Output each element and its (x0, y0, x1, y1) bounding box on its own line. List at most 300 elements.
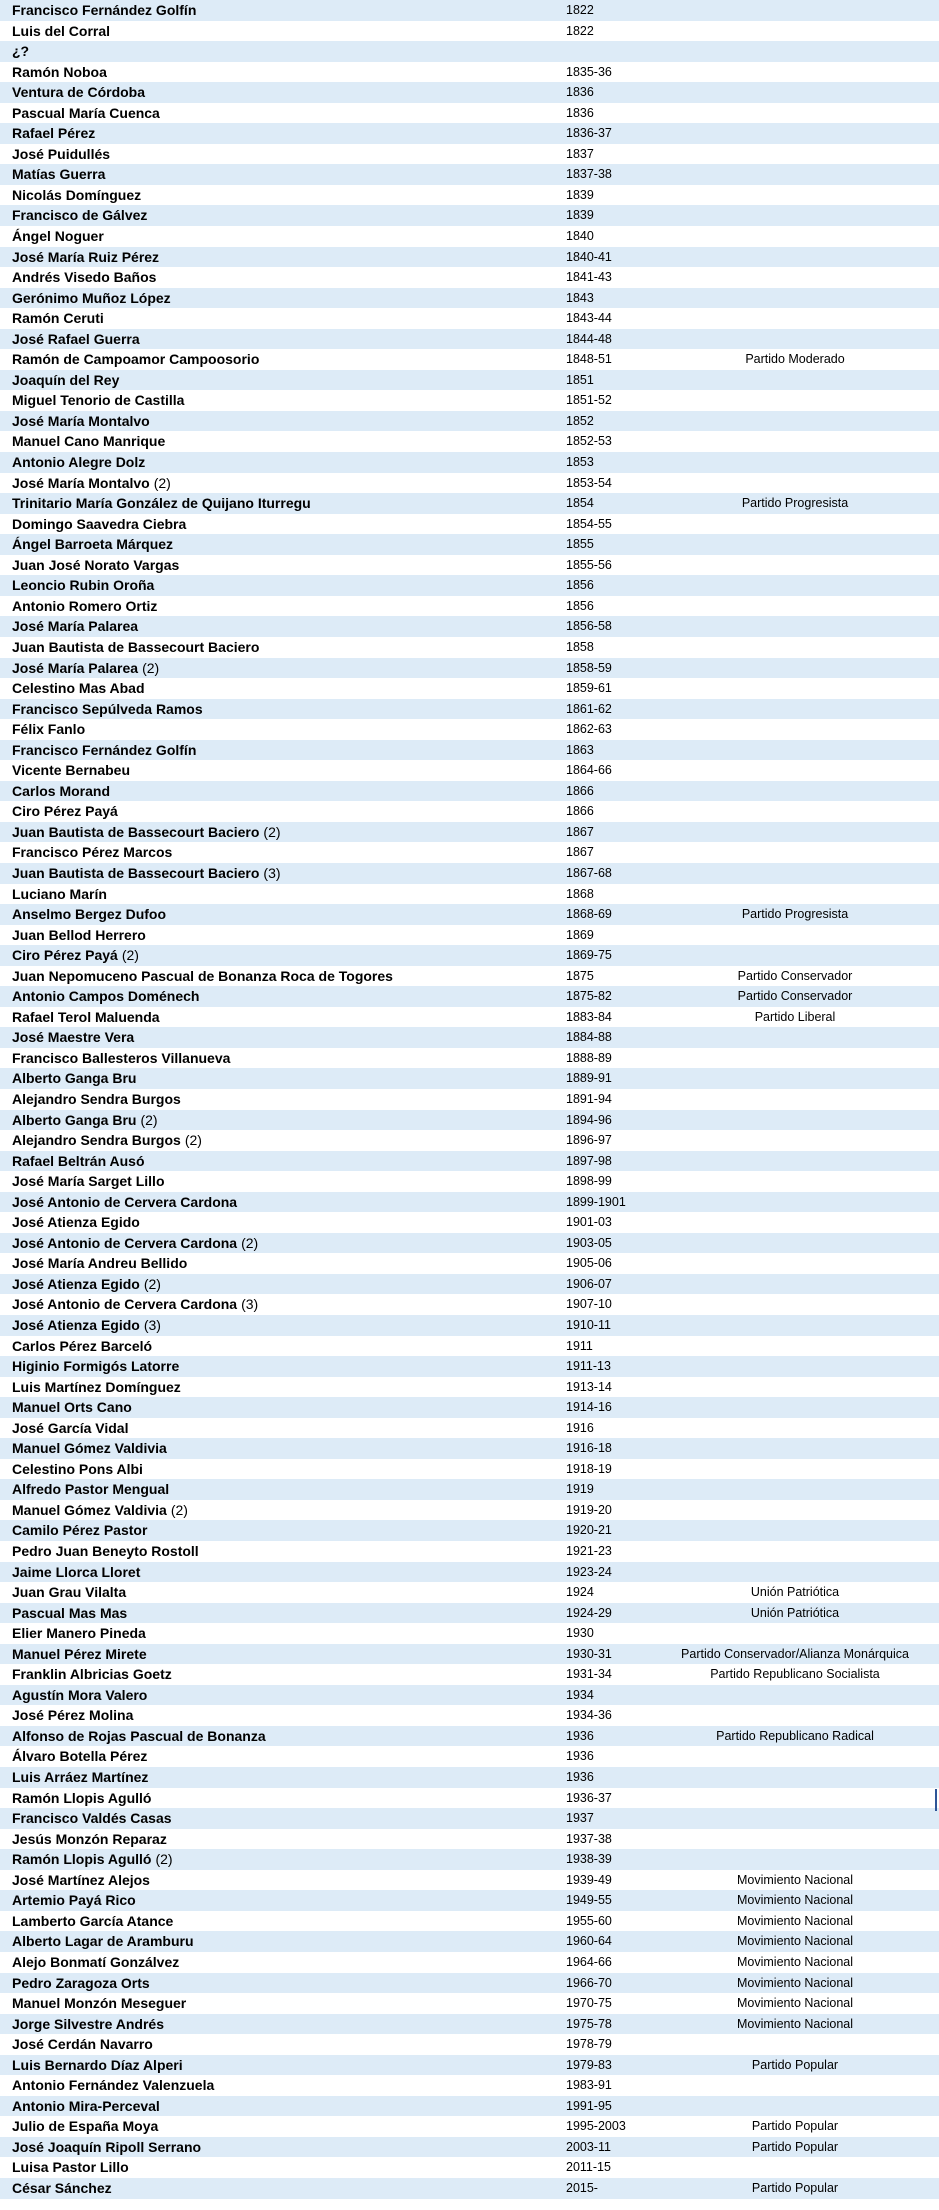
president-name: Luisa Pastor Lillo (12, 2159, 129, 2176)
name-cell (12, 1664, 172, 1685)
table-row (0, 904, 939, 925)
table-row (0, 1377, 939, 1398)
president-name: Ramón Llopis Agulló (12, 1851, 152, 1868)
name-cell (12, 1788, 151, 1809)
president-name: Ángel Noguer (12, 228, 104, 245)
term-years: 1837 (566, 146, 594, 161)
president-name: Pascual María Cuenca (12, 104, 160, 121)
term-years: 1891-94 (566, 1091, 612, 1106)
table-row (0, 1459, 939, 1480)
president-name: Luis Bernardo Díaz Alperi (12, 2056, 183, 2073)
president-name: Camilo Pérez Pastor (12, 1522, 148, 1539)
name-cell (12, 164, 105, 185)
president-name: Alejandro Sendra Burgos (12, 1090, 181, 1107)
party-cell: Movimiento Nacional (736, 1954, 854, 1969)
president-name: Trinitario María González de Quijano Iturregu (12, 495, 311, 512)
table-row (0, 1130, 939, 1151)
party-cell: Partido Conservador (737, 968, 853, 983)
term-years: 1835-36 (566, 64, 612, 79)
name-cell (12, 82, 145, 103)
president-name: Higinio Formigós Latorre (12, 1358, 180, 1375)
president-name: Antonio Mira-Perceval (12, 2097, 160, 2114)
name-cell (12, 781, 110, 802)
name-cell (12, 1397, 132, 1418)
table-row (0, 2096, 939, 2117)
table-row (0, 1829, 939, 1850)
name-cell (12, 185, 141, 206)
term-years: 1936 (566, 1749, 594, 1764)
name-cell (12, 1007, 160, 1028)
president-name: Agustín Mora Valero (12, 1686, 148, 1703)
table-row (0, 986, 939, 1007)
term-years: 1897-98 (566, 1153, 612, 1168)
name-cell (12, 801, 118, 822)
name-cell (12, 1377, 181, 1398)
term-years: 1866 (566, 783, 594, 798)
name-cell (12, 329, 140, 350)
term-number: (2) (170, 1501, 188, 1518)
president-name: José María Palarea (12, 659, 139, 676)
table-row (0, 2075, 939, 2096)
president-name: José Rafael Guerra (12, 330, 140, 347)
party-cell: Unión Patriótica (750, 1585, 840, 1600)
term-years: 1837-38 (566, 167, 612, 182)
table-row (0, 82, 939, 103)
president-name: Antonio Alegre Dolz (12, 454, 146, 471)
table-row (0, 473, 939, 494)
term-years: 1931-34 (566, 1667, 612, 1682)
president-name: José Atienza Egido (12, 1214, 140, 1231)
president-name: Ramón Noboa (12, 63, 107, 80)
table-row (0, 247, 939, 268)
term-years: 1898-99 (566, 1174, 612, 1189)
president-name: Félix Fanlo (12, 721, 86, 738)
name-cell (12, 740, 196, 761)
president-name: Luis Arráez Martínez (12, 1769, 149, 1786)
table-row (0, 1253, 939, 1274)
term-years: 1840 (566, 229, 594, 244)
president-name: Alberto Lagar de Aramburu (12, 1933, 194, 1950)
president-name: José María Palarea (12, 618, 139, 635)
name-cell (12, 123, 95, 144)
name-cell (12, 1418, 128, 1439)
table-row (0, 329, 939, 350)
table-row (0, 575, 939, 596)
president-name: José Joaquín Ripoll Serrano (12, 2138, 202, 2155)
table-row (0, 1068, 939, 1089)
table-row (0, 1931, 939, 1952)
term-years: 1911 (566, 1338, 593, 1353)
term-years: 1836 (566, 105, 594, 120)
name-cell (12, 966, 393, 987)
table-row (0, 1911, 939, 1932)
table-row (0, 1685, 939, 1706)
cell-selection-marker (935, 1789, 937, 1811)
term-years: 1854-55 (566, 516, 612, 531)
president-name: José María Ruiz Pérez (12, 248, 160, 265)
term-years: 1894-96 (566, 1112, 612, 1127)
name-cell (12, 678, 145, 699)
name-cell (12, 226, 104, 247)
name-cell (12, 884, 107, 905)
term-years: 1910-11 (566, 1318, 611, 1332)
president-name: José Antonio de Cervera Cardona (12, 1234, 238, 1251)
term-years: 1939-49 (566, 1872, 612, 1887)
president-name: José Antonio de Cervera Cardona (12, 1193, 238, 1210)
name-cell (12, 822, 281, 843)
president-name: Francisco Valdés Casas (12, 1810, 172, 1827)
table-row (0, 308, 939, 329)
name-cell (12, 555, 179, 576)
name-cell (12, 452, 145, 473)
table-row (0, 0, 939, 21)
name-cell (12, 41, 29, 62)
term-years: 1919 (566, 1482, 594, 1497)
president-name: Ramón Llopis Agulló (12, 1789, 152, 1806)
name-cell (12, 62, 107, 83)
president-name: José Puidullés (12, 145, 111, 162)
president-name: Miguel Tenorio de Castilla (12, 392, 185, 409)
term-years: 1856 (566, 598, 594, 613)
party-cell: Partido Conservador/Alianza Monárquica (681, 1646, 909, 1661)
party-cell: Partido Moderado (745, 352, 845, 367)
table-row (0, 2178, 939, 2199)
president-name: Alberto Ganga Bru (12, 1111, 137, 1128)
table-row (0, 1336, 939, 1357)
president-name: Luciano Marín (12, 885, 107, 902)
name-cell (12, 1541, 199, 1562)
party-cell: Partido Popular (751, 2139, 839, 2154)
term-years: 1930-31 (566, 1646, 612, 1661)
name-cell (12, 2116, 158, 2137)
term-years: 2011-15 (566, 2160, 611, 2175)
president-name: Juan José Norato Vargas (12, 556, 180, 573)
table-row (0, 1541, 939, 1562)
term-years: 1916-18 (566, 1441, 612, 1456)
name-cell (12, 2157, 129, 2178)
president-name: Jorge Silvestre Andrés (12, 2015, 164, 2032)
name-cell (12, 637, 259, 658)
term-number: (2) (153, 474, 171, 491)
name-cell (12, 1151, 145, 1172)
term-years: 1975-78 (566, 2016, 612, 2031)
term-years: 1859-61 (566, 681, 612, 696)
president-name: Jaime Llorca Lloret (12, 1563, 141, 1580)
term-years: 1862-63 (566, 722, 612, 737)
party-cell: Movimiento Nacional (736, 1975, 854, 1990)
table-row (0, 1007, 939, 1028)
name-cell (12, 616, 138, 637)
term-years: 1839 (566, 208, 594, 223)
name-cell (12, 1520, 147, 1541)
table-row (0, 1397, 939, 1418)
name-cell (12, 1048, 230, 1069)
president-name: Celestino Pons Albi (12, 1460, 143, 1477)
table-row (0, 1644, 939, 1665)
term-number: (3) (241, 1296, 259, 1313)
president-name: Francisco Fernández Golfín (12, 2, 197, 18)
name-cell (12, 1808, 172, 1829)
name-cell (12, 2178, 112, 2199)
president-name: Jesús Monzón Reparaz (12, 1830, 167, 1847)
name-cell (12, 267, 156, 288)
table-row (0, 1418, 939, 1439)
party-cell: Partido Conservador (737, 989, 853, 1004)
term-years: 1964-66 (566, 1954, 612, 1969)
name-cell (12, 1500, 188, 1521)
president-name: José María Montalvo (12, 412, 150, 429)
president-name: José María Montalvo (12, 474, 150, 491)
president-name: Leoncio Rubin Oroña (12, 577, 155, 594)
president-name: Matías Guerra (12, 166, 106, 183)
name-cell (12, 575, 154, 596)
table-row (0, 349, 939, 370)
name-cell (12, 1911, 173, 1932)
party-cell: Movimiento Nacional (736, 1996, 854, 2011)
table-row (0, 1664, 939, 1685)
name-cell (12, 431, 165, 452)
term-years: 1937 (566, 1811, 594, 1826)
name-cell (12, 1274, 161, 1295)
term-years: 2015- (566, 2180, 598, 2195)
table-row (0, 1973, 939, 1994)
name-cell (12, 2096, 160, 2117)
party-cell: Movimiento Nacional (736, 1872, 854, 1887)
president-name: José Martínez Alejos (12, 1871, 150, 1888)
term-years: 1839 (566, 187, 594, 202)
table-row (0, 555, 939, 576)
president-name: Manuel Cano Manrique (12, 433, 166, 450)
term-years: 1868-69 (566, 907, 612, 922)
name-cell (12, 349, 259, 370)
table-row (0, 1582, 939, 1603)
name-cell (12, 986, 199, 1007)
name-cell (12, 144, 110, 165)
table-row (0, 493, 939, 514)
table-row (0, 370, 939, 391)
president-name: Alfredo Pastor Mengual (12, 1481, 170, 1498)
term-years: 1930 (566, 1626, 594, 1641)
president-name: Nicolás Domínguez (12, 186, 142, 203)
president-name: Alejo Bonmatí Gonzálvez (12, 1953, 180, 1970)
president-name: José Atienza Egido (12, 1317, 140, 1333)
table-row (0, 452, 939, 473)
table-row (0, 1192, 939, 1213)
term-number: (3) (263, 864, 281, 881)
table-row (0, 925, 939, 946)
term-number: (2) (142, 659, 160, 676)
president-name: Juan Nepomuceno Pascual de Bonanza Roca de Togores (12, 967, 393, 984)
term-years: 1852 (566, 413, 594, 428)
term-years: 1979-83 (566, 2057, 612, 2072)
table-row (0, 2116, 939, 2137)
president-name: Francisco Ballesteros Villanueva (12, 1049, 231, 1066)
table-row (0, 226, 939, 247)
term-years: 1936-37 (566, 1790, 612, 1805)
term-years: 1983-91 (566, 2078, 612, 2093)
name-cell (12, 2055, 183, 2076)
name-cell (12, 1644, 147, 1665)
term-years: 1856-58 (566, 619, 612, 634)
term-number: (2) (143, 1275, 161, 1292)
term-years: 1913-14 (566, 1379, 612, 1394)
name-cell (12, 1870, 150, 1891)
name-cell (12, 1294, 258, 1315)
term-years: 1884-88 (566, 1030, 612, 1045)
table-row (0, 719, 939, 740)
president-name: Manuel Gómez Valdivia (12, 1501, 167, 1518)
name-cell (12, 1356, 179, 1377)
president-name: Carlos Morand (12, 782, 111, 799)
term-years: 1916 (566, 1420, 594, 1435)
party-cell: Partido Progresista (741, 907, 849, 922)
president-name: Ángel Barroeta Márquez (12, 536, 174, 553)
name-cell (12, 288, 171, 309)
term-years: 1937-38 (566, 1831, 612, 1846)
term-years: 1843 (566, 290, 594, 305)
name-cell (12, 493, 311, 514)
table-row (0, 1294, 939, 1315)
term-years: 1866 (566, 804, 594, 819)
president-name: Joaquín del Rey (12, 371, 120, 388)
president-name: Pascual Mas Mas (12, 1604, 128, 1621)
table-row (0, 596, 939, 617)
term-years: 1822 (566, 23, 594, 38)
name-cell (12, 21, 110, 42)
term-years: 1858 (566, 639, 594, 654)
term-years: 1836 (566, 85, 594, 100)
name-cell (12, 945, 139, 966)
party-cell: Partido Popular (751, 2180, 839, 2195)
term-years: 1995-2003 (566, 2119, 626, 2134)
party-cell: Movimiento Nacional (736, 1913, 854, 1928)
table-row (0, 1151, 939, 1172)
table-row (0, 1705, 939, 1726)
term-years: 1920-21 (566, 1523, 612, 1538)
name-cell (12, 719, 85, 740)
president-name: Celestino Mas Abad (12, 680, 145, 697)
term-years: 1936 (566, 1728, 594, 1743)
table-row (0, 288, 939, 309)
term-years: 1924-29 (566, 1605, 612, 1620)
name-cell (12, 1459, 143, 1480)
term-number: (2) (155, 1851, 173, 1868)
table-row (0, 62, 939, 83)
party-cell: Partido Progresista (741, 496, 849, 511)
table-row (0, 658, 939, 679)
name-cell (12, 1479, 169, 1500)
table-row (0, 884, 939, 905)
term-years: 1960-64 (566, 1934, 612, 1949)
name-cell (12, 103, 160, 124)
president-name: Ciro Pérez Payá (12, 947, 118, 964)
term-years: 1896-97 (566, 1133, 612, 1148)
term-years: 1855-56 (566, 557, 612, 572)
party-cell: Partido Republicano Radical (716, 1728, 874, 1743)
term-years: 1856 (566, 578, 594, 593)
name-cell (12, 1726, 266, 1747)
name-cell (12, 2075, 214, 2096)
name-cell (12, 1192, 237, 1213)
table-row (0, 2034, 939, 2055)
term-years: 1901-03 (566, 1215, 612, 1230)
table-row (0, 842, 939, 863)
term-years: 1905-06 (566, 1256, 612, 1271)
table-row (0, 945, 939, 966)
president-name: Francisco Sepúlveda Ramos (12, 700, 203, 717)
term-years: 1863 (566, 742, 594, 757)
president-name: Carlos Pérez Barceló (12, 1337, 153, 1354)
party-cell: Partido Liberal (754, 1009, 836, 1024)
president-name: Manuel Pérez Mirete (12, 1645, 147, 1662)
term-years: 1966-70 (566, 1975, 612, 1990)
term-years: 1949-55 (566, 1893, 612, 1908)
president-name: Rafael Terol Maluenda (12, 1008, 160, 1025)
name-cell (12, 1315, 161, 1336)
term-years: 1869-75 (566, 948, 612, 963)
term-years: 1867 (566, 824, 594, 839)
table-row (0, 1788, 939, 1809)
term-years: 1869 (566, 927, 594, 942)
name-cell (12, 2014, 164, 2035)
president-name: Juan Grau Vilalta (12, 1584, 127, 1601)
president-name: Francisco Pérez Marcos (12, 844, 173, 861)
president-name: José Cerdán Navarro (12, 2036, 153, 2053)
term-years: 1934-36 (566, 1708, 612, 1723)
name-cell (12, 1110, 158, 1131)
name-cell (12, 863, 281, 884)
table-row (0, 1623, 939, 1644)
name-cell (12, 1829, 167, 1850)
table-row (0, 1233, 939, 1254)
term-years: 1875-82 (566, 989, 612, 1004)
president-name: Ramón Ceruti (12, 310, 104, 327)
name-cell (12, 1233, 258, 1254)
president-name: Manuel Gómez Valdivia (12, 1440, 167, 1457)
table-row (0, 514, 939, 535)
table-row (0, 1746, 939, 1767)
table-row (0, 1500, 939, 1521)
president-name: Andrés Visedo Baños (12, 269, 157, 286)
table-row (0, 1952, 939, 1973)
term-years: 1844-48 (566, 331, 612, 346)
term-years: 1843-44 (566, 311, 612, 326)
term-years: 1889-91 (566, 1071, 612, 1086)
president-name: ¿? (12, 43, 30, 60)
name-cell (12, 1582, 126, 1603)
president-name: César Sánchez (12, 2179, 112, 2196)
table-row (0, 1171, 939, 1192)
table-row (0, 1726, 939, 1747)
term-years: 1907-10 (566, 1297, 612, 1312)
president-name: Álvaro Botella Pérez (12, 1748, 148, 1765)
table-row (0, 1870, 939, 1891)
president-name: Vicente Bernabeu (12, 762, 131, 779)
table-row (0, 144, 939, 165)
term-years: 1970-75 (566, 1996, 612, 2011)
name-cell (12, 370, 119, 391)
name-cell (12, 1623, 146, 1644)
president-name: Ramón de Campoamor Campoosorio (12, 351, 260, 368)
name-cell (12, 1931, 194, 1952)
name-cell (12, 760, 130, 781)
term-number: (2) (184, 1132, 202, 1149)
president-name: Franklin Albricias Goetz (12, 1666, 172, 1683)
president-name: Alejandro Sendra Burgos (12, 1132, 181, 1149)
president-name: Juan Bautista de Bassecourt Baciero (12, 823, 260, 840)
president-name: Manuel Monzón Meseguer (12, 1995, 187, 2012)
table-row (0, 1315, 939, 1336)
